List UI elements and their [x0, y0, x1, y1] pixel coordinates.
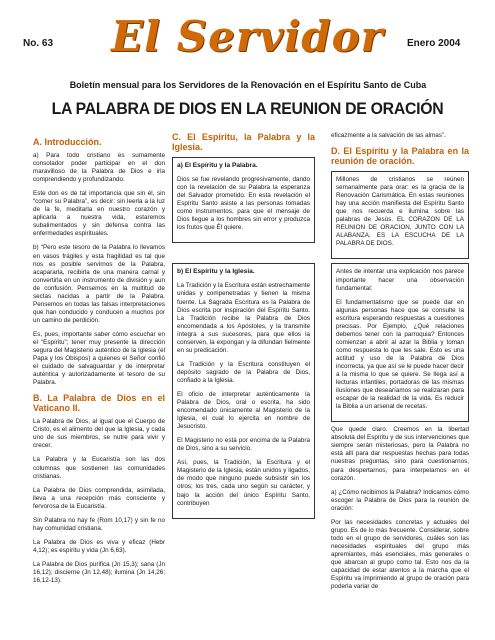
paragraph: Sin Palabra no hay fe (Rom 10,17) y sin fe no hay comunidad cristiana.	[33, 516, 165, 532]
section-heading-c: C. El Espíritu, la Palabra y la Iglesia.	[172, 132, 315, 152]
section-heading-d: D. El Espíritu y la Palabra en la reunión de oración.	[331, 146, 469, 167]
paragraph: Millones de cristianos se reúnen semanalmente para orar: es la gracia de la Renovación Carismática. En estas reuniones hay una acción manifiesta del Espíritu Santo que nos recuerda e ilumina sobre las palabras de Jesús. EL CORAZON DE LA REUNION DE ORACION, JUNTO CON LA ALABANZA, ES LA ESCUCHA DE LA PALABRA DE DIOS.	[336, 176, 464, 248]
paragraph: La Palabra y la Eucaristía son las dos columnas que sostienen las comunidades cristianas.	[33, 456, 165, 480]
boxed-section-a	[172, 157, 315, 243]
column-1	[33, 137, 165, 591]
paragraph: La Palabra de Dios purifica (Jn 15,3); sana (Jn 16,12); discierne (Jn 12,48); ilumina (Jn 14,26; 16,12-13).	[33, 560, 165, 585]
paragraph: La Tradición y la Escritura están estrechamente unidas y compenetradas y tienen la misma fuente. La Sagrada Escritura es la Palabra de Dios escrita por inspiración del Espíritu Santo. La Tradición recibe la Palabra de Dios encomendada a los Apóstoles, y la transmite íntegra a sus sucesores, para que ellos la conserven, la expongan y la difundan fielmente en su predicación.	[177, 282, 311, 354]
paragraph: Antes de intentar una explicación nos parece importante hacer una observación fundamental:	[336, 268, 464, 292]
paragraph: Que quede claro. Creemos en la libertad absoluta del Espíritu y de sus intervenciones que siempre serán misteriosas, pero la Palabra no está allí para dar respuestas hechas para todas nuestras preguntas, sino para cuestionarnos, para despertarnos, para interpelarnos en el corazón.	[331, 426, 469, 482]
paragraph: El oficio de interpretar auténticamente la Palabra de Dios, oral o escrita, ha sido encomendado únicamente al Magisterio de la Iglesia, el cual lo ejercita en nombre de Jesucristo.	[177, 390, 310, 431]
paragraph: a) ¿Cómo recibimos la Palabra? Indicamos cómo escoger la Palabra de Dios para la reunión de oración:	[331, 488, 469, 512]
boxed-observation	[331, 263, 469, 422]
section-heading-b: B. La Palabra de Dios en el Vaticano II.	[33, 393, 165, 414]
paragraph: El fundamentalismo que se puede dar en algunas personas hace que se consulte la escritura esperando respuestas a cuestiones precisas. Por Ejemplo, ¿Qué relaciones debemos tener con la parroquia? Entonces comienzan a abrir al azar la Biblia y toman como respuesta lo que les sale. Esto es una actitud y uso de la Palabra de Dios incorrecta, ya que así se le puede hacer decir a la misma lo que se quiere. Se llega así a lecturas infantiles, portadoras de las mismas ilusiones que desearíamos se realizaran para escapar de la realidad de la vida. Es reducir la Biblia a un arsenal de recetas.	[336, 298, 464, 411]
paragraph: Así, pues, la Tradición, la Escritura y el Magisterio de la Iglesia, están unidos y ligados, de modo que ninguno puede subsistir sin los otros; los tres, cada uno según su carácter, y bajo la acción del único Espíritu Santo, contribuyen	[177, 459, 310, 507]
column-3	[331, 132, 469, 597]
subheading-a: a) El Espíritu y la Palabra.	[177, 162, 258, 169]
article-headline: LA PALABRA DE DIOS EN LA REUNION DE ORACIÓN	[51, 99, 444, 118]
boxed-intro	[331, 171, 469, 259]
paragraph: Dios se fue revelando progresivamente, dando con la revelación de su Palabra la esperanza del Salvador prometido. En esta revelación el Espíritu Santo asiste a las personas tomadas como instrumentos, para que el mensaje de Dios llegue a los hombres sin error y produzca los frutos que Él quiere.	[177, 176, 310, 232]
paragraph: La Palabra de Dios comprendida, asimilada, lleva a una recepción más consciente y fervorosa de la Eucaristía.	[33, 486, 165, 510]
paragraph: La Tradición y la Escritura constituyen el depósito sagrado de la Palabra de Dios, confiado a la Iglesia.	[177, 360, 310, 384]
paragraph: Por las necesidades concretas y actuales del grupo. Es de lo más frecuente. Considerar, sobre todo en el grupo de servidores, cuáles son las necesidades espirituales del grupo más apremiantes, más esenciales, más generales o que abarcan al grupo como tal. Esto nos da la capacidad de estar atentos a la marcha que el Espíritu va imprimiendo al grupo de oración para poderla variar de	[331, 518, 469, 591]
bulletin-subtitle: Boletín mensual para los Servidores de la Renovación en el Espíritu Santo de Cuba	[69, 80, 427, 90]
paragraph: La Palabra de Dios es viva y eficaz (Hebr 4,12); es espíritu y vida (Jn 6,63).	[33, 538, 165, 554]
paragraph: El Magisterio no está por encima de la Palabra de Dios, sino a su servicio.	[177, 437, 310, 453]
paragraph: Es, pues, importante saber cómo escuchar en el “Espíritu”; tener muy presente la dirección segura del Magisterio auténtico de la Iglesia (el Papa y los Obispos) a quienes el Señor confió el cuidado de salvaguardar y de interpretar auténtica y autorizadamente el tesoro de su Palabra.	[33, 330, 165, 387]
paragraph: b) “Pero este tesoro de la Palabra lo llevamos en vasos frágiles y esta fragilidad es tal que nos es posible servirnos de la Palabra, acapararla, recibirla de una manera carnal y convertirla en un instrumento de división y aun de confusión. Pensemos en la multitud de sectas nacidas a partir de la Palabra. Pensemos en todas las falsas interpretaciones que han conducido y conducen a muchos por un camino de perdición.	[33, 244, 165, 324]
column-2	[172, 132, 315, 523]
issue-number: No. 63	[23, 38, 54, 49]
boxed-section-b	[172, 263, 315, 518]
paragraph: eficazmente a la salvación de las almas”.	[331, 132, 446, 139]
issue-date: Enero 2004	[407, 38, 461, 49]
paragraph: Este don es de tal importancia que sin él, sin “comer su Palabra”, es decir: sin leerla a la luz de la fe, meditarla en nuestro corazón y aplicarla a nuestra vida, estaremos subalimentados y sin defensa contra las enfermedades espirituales.	[33, 190, 165, 238]
section-heading-a: A. Introducción.	[33, 137, 102, 147]
subheading-b: b) El Espíritu y la Iglesia.	[177, 268, 255, 276]
paragraph: a) Para todo cristiano es sumamente consolador poder participar en el don maravilloso de la Palabra de Dios e irla comprendiendo y profundizando.	[33, 152, 165, 184]
masthead-title: El Servidor	[111, 12, 384, 61]
paragraph: La Palabra de Dios, al igual que el Cuerpo de Cristo, es el alimento del que la Iglesia, y cada uno de sus miembros, se nutre para vivir y crecer.	[33, 418, 165, 450]
